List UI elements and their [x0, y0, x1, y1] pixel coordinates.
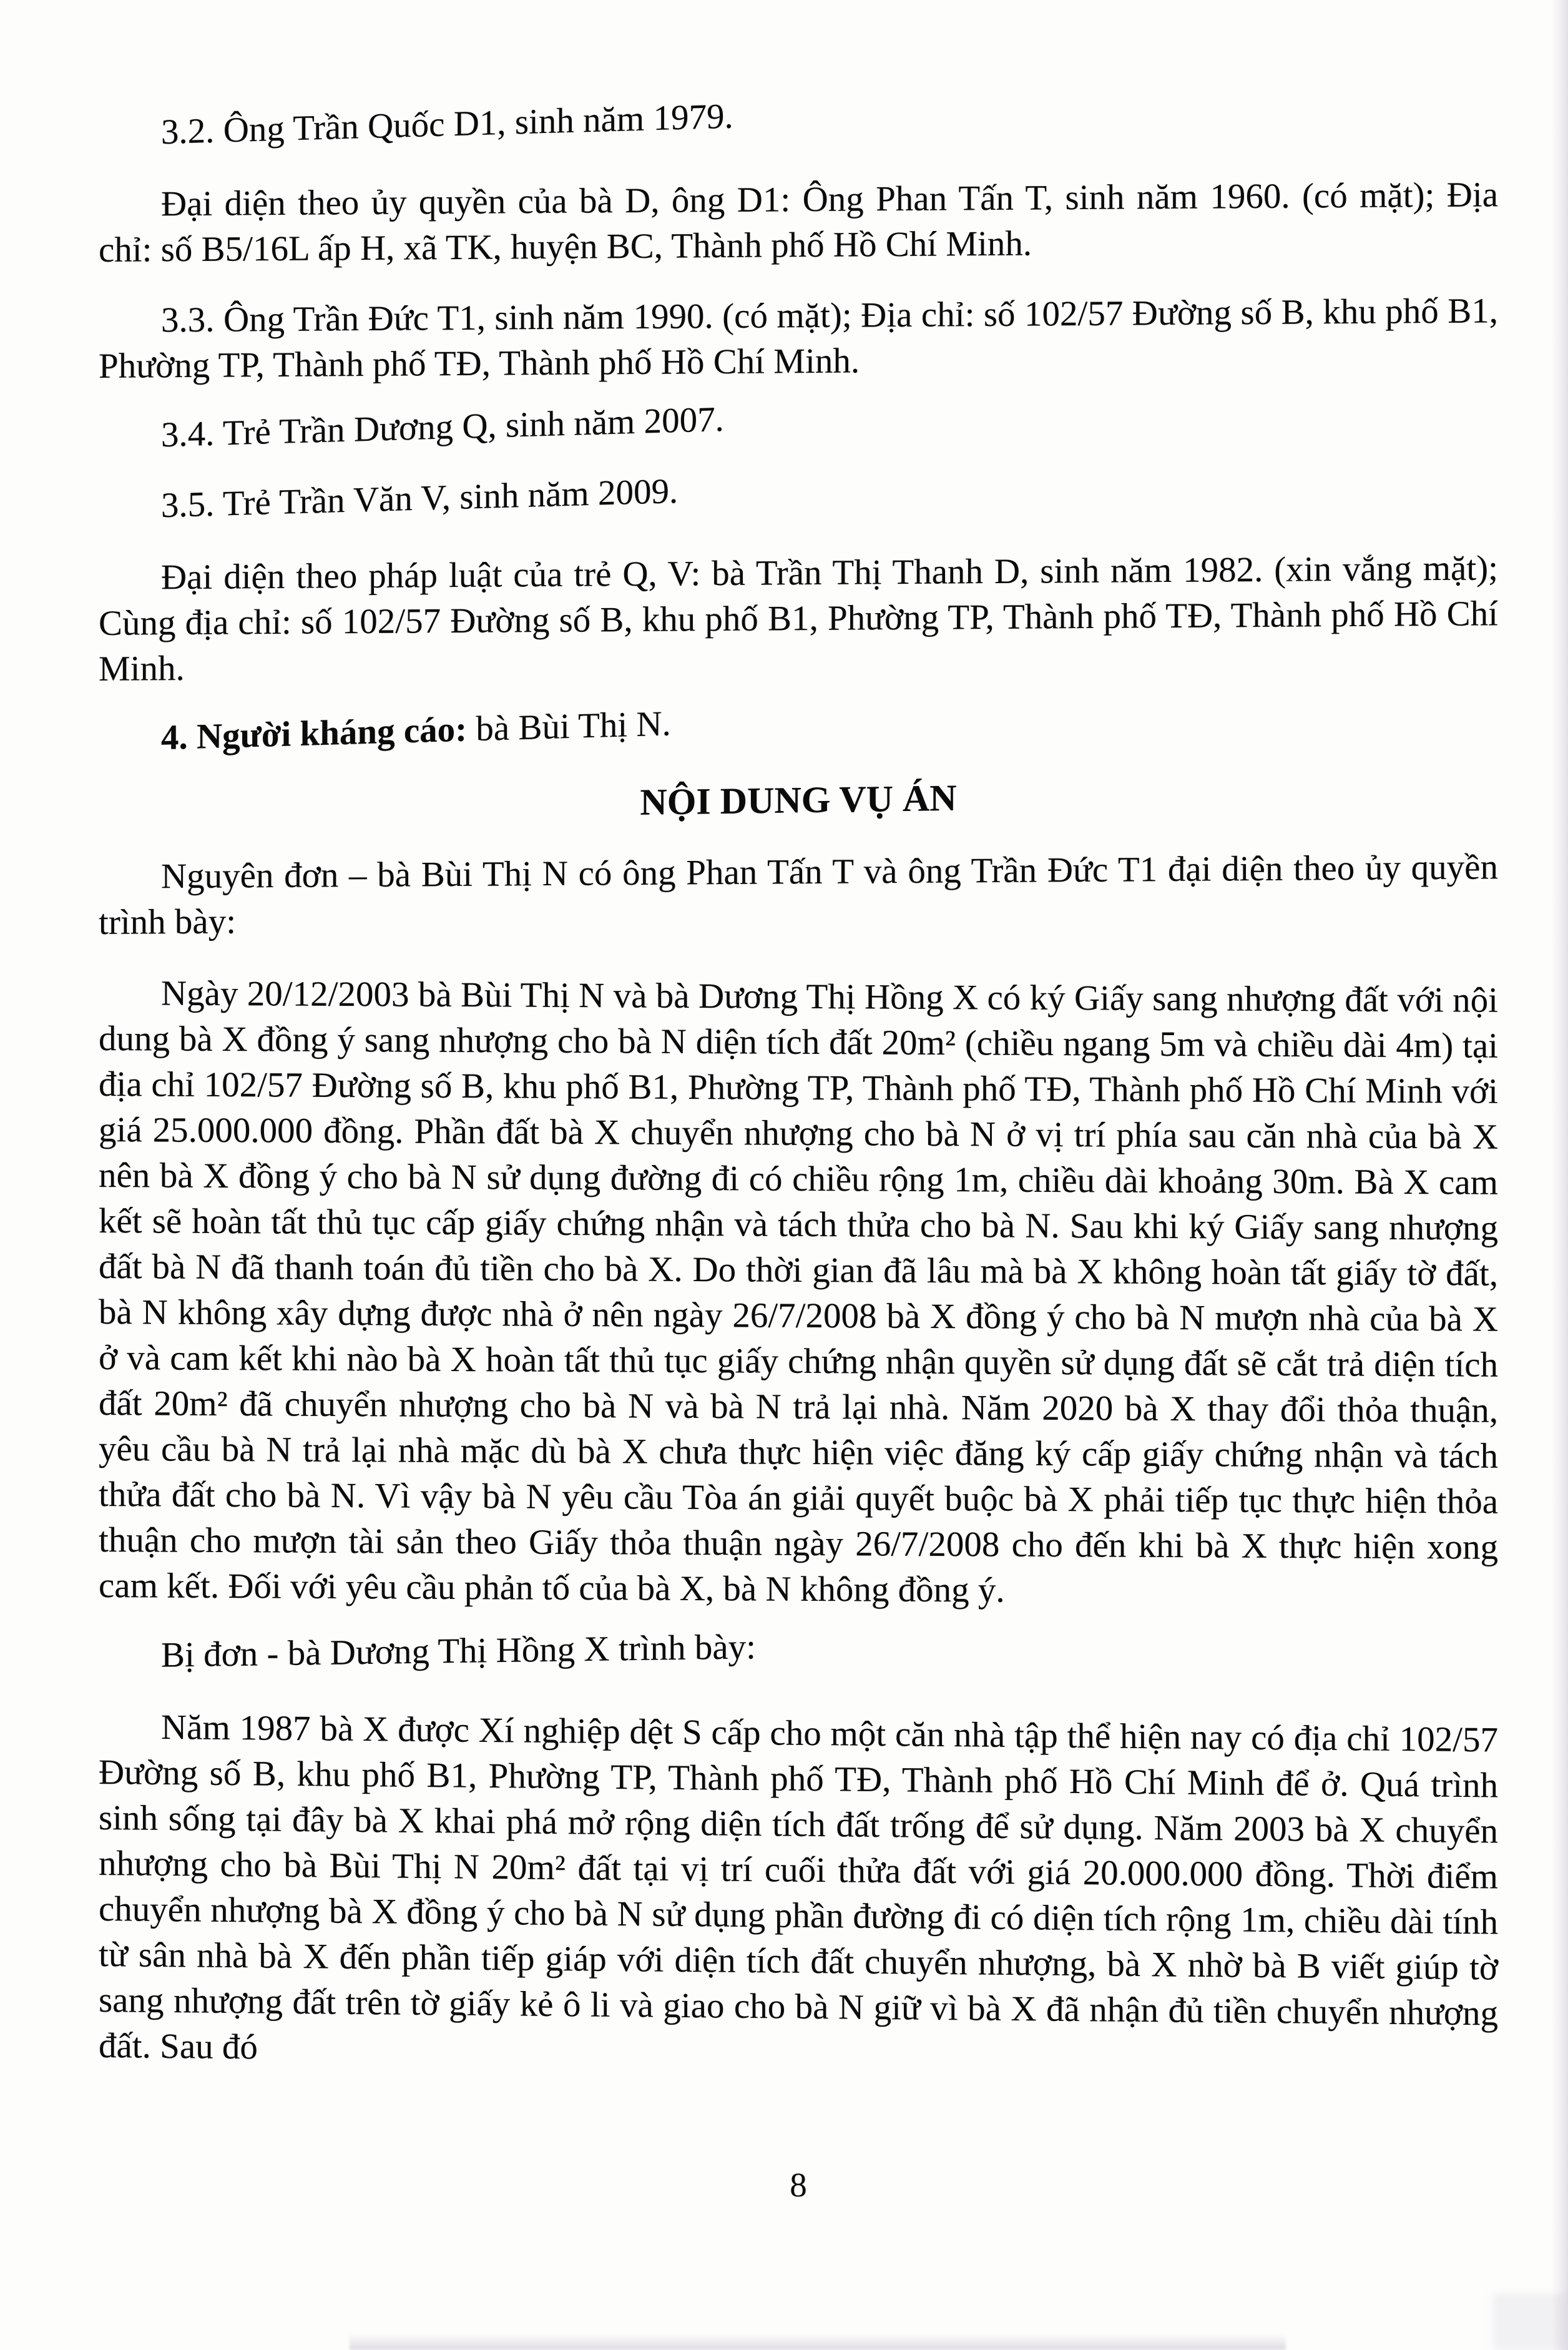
appellant-line: [99, 677, 1498, 762]
party-item-3-5: 3.5. Trẻ Trần Văn V, sinh năm 2009.: [161, 471, 679, 526]
legal-representative-q-v: Đại diện theo pháp luật của trẻ Q, V: bà Trần Thị Thanh D, sinh năm 1982. (xin vắng mặt); Cùng địa chỉ: số 102/57 Đường số B, khu phố B1, Phường TP, Thành phố TĐ, Thành phố Hồ Chí Minh.: [99, 548, 1498, 689]
party-item-3-2: 3.2. Ông Trần Quốc D1, sinh năm 1979.: [161, 96, 733, 152]
section-heading: NỘI DUNG VỤ ÁN: [640, 777, 957, 823]
scan-content: [99, 96, 1498, 2208]
party-item-3-3: 3.3. Ông Trần Đức T1, sinh năm 1990. (có mặt); Địa chỉ: số 102/57 Đường số B, khu phố B1, Phường TP, Thành phố TĐ, Thành phố Hồ Chí Minh.: [99, 291, 1498, 386]
scan-smudge-corner: [1493, 2294, 1568, 2350]
party-representative-d-d1: Đại diện theo ủy quyền của bà D, ông D1: Ông Phan Tấn T, sinh năm 1960. (có mặt); Địa chỉ: số B5/16L ấp H, xã TK, huyện BC, Thành phố Hồ Chí Minh.: [99, 175, 1498, 270]
page-number: 8: [790, 2166, 807, 2204]
defendant-intro-paragraph: Bị đơn - bà Dương Thị Hồng X trình bày:: [161, 1627, 756, 1675]
scan-smudge-bottom: [350, 2334, 1286, 2350]
appellant-name: bà Bùi Thị N.: [467, 704, 671, 749]
party-item-3-4: 3.4. Trẻ Trần Dương Q, sinh năm 2007.: [161, 400, 724, 455]
plaintiff-intro-paragraph: Nguyên đơn – bà Bùi Thị N có ông Phan Tấn T và ông Trần Đức T1 đại diện theo ủy quyền trình bày:: [99, 847, 1498, 942]
defendant-statement-paragraph: Năm 1987 bà X được Xí nghiệp dệt S cấp cho một căn nhà tập thể hiện nay có địa chỉ 102/57 Đường số B, khu phố B1, Phường TP, Thành phố TĐ, Thành phố Hồ Chí Minh để ở. Quá trình sinh sống tại đây bà X khai phá mở rộng diện tích đất trống để sử dụng. Năm 2003 bà X chuyển nhượng cho bà Bùi Thị N 20m² đất tại vị trí cuối thửa đất với giá 20.000.000 đồng. Thời điểm chuyển nhượng bà X đồng ý cho bà N sử dụng phần đường đi có diện tích rộng 1m, chiều dài tính từ sân nhà bà X đến phần tiếp giáp với diện tích đất chuyển nhượng, bà X nhờ bà B viết giúp tờ sang nhượng đất trên tờ giấy kẻ ô li và giao cho bà N giữ vì bà X đã nhận đủ tiền chuyển nhượng đất. Sau đó: [99, 1707, 1498, 2067]
scan-shadow-right-edge: [1552, 0, 1568, 2350]
appellant-label: 4. Người kháng cáo:: [161, 709, 468, 758]
plaintiff-statement-paragraph: Ngày 20/12/2003 bà Bùi Thị N và bà Dương Thị Hồng X có ký Giấy sang nhượng đất với nội dung bà X đồng ý sang nhượng cho bà N diện tích đất 20m² (chiều ngang 5m và chiều dài 4m) tại địa chỉ 102/57 Đường số B, khu phố B1, Phường TP, Thành phố TĐ, Thành phố Hồ Chí Minh với giá 25.000.000 đồng. Phần đất bà X chuyển nhượng cho bà N ở vị trí phía sau căn nhà của bà X nên bà X đồng ý cho bà N sử dụng đường đi có chiều rộng 1m, chiều dài khoảng 30m. Bà X cam kết sẽ hoàn tất thủ tục cấp giấy chứng nhận và tách thửa cho bà N. Sau khi ký Giấy sang nhượng đất bà N đã thanh toán đủ tiền cho bà X. Do thời gian đã lâu mà bà X không hoàn tất giấy tờ đất, bà N không xây dựng được nhà ở nên ngày 26/7/2008 bà X đồng ý cho bà N mượn nhà của bà X ở và cam kết khi nào bà X hoàn tất thủ tục giấy chứng nhận quyền sử dụng đất sẽ cắt trả diện tích đất 20m² đã chuyển nhượng cho bà N và bà N trả lại nhà. Năm 2020 bà X thay đổi thỏa thuận, yêu cầu bà N trả lại nhà mặc dù bà X chưa thực hiện việc đăng ký cấp giấy chứng nhận và tách thửa đất cho bà N. Vì vậy bà N yêu cầu Tòa án giải quyết buộc bà X phải tiếp tục thực hiện thỏa thuận cho mượn tài sản theo Giấy thỏa thuận ngày 26/7/2008 cho đến khi bà X thực hiện xong cam kết. Đối với yêu cầu phản tố của bà X, bà N không đồng ý.: [99, 973, 1498, 1610]
